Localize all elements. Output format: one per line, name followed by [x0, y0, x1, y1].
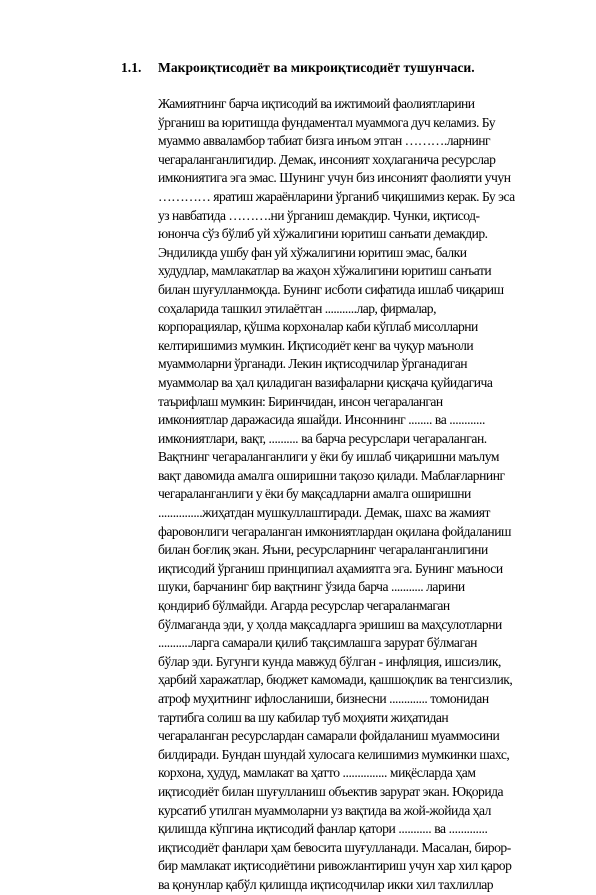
text-line: соҳаларида ташкил этилаётган ...........лар, фирмалар, — [158, 300, 436, 316]
text-line: қилишда кўпгина иқтисодий фанлар қатори ........... ва ............. — [158, 821, 488, 837]
section-title: Макроиқтисодиёт ва микроиқтисодиёт тушунчаси. — [158, 60, 475, 75]
text-line: курсатиб утилган муаммоларни уз вақтида ва жой-жойида ҳал — [158, 802, 491, 818]
body-paragraph — [158, 95, 558, 895]
text-line: ўрганиш ва юритишда фундаментал муаммога дуч келамиз. Бу — [158, 114, 496, 130]
text-line: иқтисодиёт билан шуғулланиш объектив зарурат экан. Юқорида — [158, 783, 504, 799]
text-line: тартибга солиш ва шу кабилар туб моҳияти жиҳатидан — [158, 709, 449, 725]
text-line: корхона, ҳудуд, мамлакат ва ҳатто ............... миқёсларда ҳам — [158, 765, 476, 781]
text-line: таърифлаш мумкин: Биринчидан, инсон чегараланган — [158, 393, 443, 409]
text-line: бўлмаганда эди, у ҳолда мақсадларга эришиш ва маҳсулотларни — [158, 616, 502, 632]
text-line: худудлар, мамлакатлар ва жаҳон хўжалигини юритиш санъати — [158, 263, 492, 279]
text-line: Вақтнинг чегараланганлиги у ёки бу ишлаб чиқаришни маълум — [158, 449, 499, 465]
text-line: бўлар эди. Бугунги кунда мавжуд бўлган - инфляция, ишсизлик, — [158, 653, 501, 669]
text-line: чегараланган ресурслардан самарали фойдаланиш муаммосини — [158, 728, 500, 744]
text-line: имкониятлари, вақт, .......... ва барча ресурслари чегараланган. — [158, 430, 487, 446]
text-line: ………… яратиш жараёнларини ўрганиб чиқишимиз керак. Бу эса — [158, 188, 515, 204]
text-line: корпорациялар, қўшма корхоналар каби кўплаб мисолларни — [158, 319, 478, 335]
text-line: муаммолар ва ҳал қиладиган вазифаларни қисқача қуйидагича — [158, 374, 493, 390]
text-line: имкониятлар даражасида яшайди. Инсоннинг ........ ва ............ — [158, 412, 485, 428]
text-line: билдиради. Бундан шундай хулосага келишимиз мумкинки шахс, — [158, 746, 510, 762]
section-number: 1.1. — [121, 60, 142, 75]
text-line: муаммо авваламбор табиат бизга инъом этган ……….ларнинг — [158, 133, 491, 149]
text-line: иқтисодий ўрганиш принципиал аҳамиятга эга. Бунинг маъноси — [158, 560, 503, 576]
text-line: билан боғлиқ экан. Яъни, ресурсларнинг чегараланганлигини — [158, 542, 488, 558]
text-line: иқтисодиёт фанлари ҳам бевосита шуғулланади. Масалан, бирор- — [158, 839, 511, 855]
section-heading — [121, 60, 541, 76]
text-line: атроф муҳитнинг ифлосланиши, бизнесни ............. томонидан — [158, 691, 489, 706]
text-line: ...........ларга самарали қилиб тақсимлашга зарурат бўлмаган — [158, 635, 477, 651]
text-line: фаровонлиги чегараланган имкониятлардан оқилана фойдаланиш — [158, 523, 511, 539]
text-line: ҳарбий харажатлар, бюджет камомади, қашшоқлик ва тенгсизлик, — [158, 672, 513, 688]
text-line: Эндиликда ушбу фан уй хўжалигини юритиш эмас, балки — [158, 244, 467, 260]
text-line: қондириб бўлмайди. Агарда ресурслар чегараланмаган — [158, 598, 450, 614]
text-line: шуки, барчанинг бир вақтнинг ўзида барча ........... ларини — [158, 579, 465, 595]
text-line: ва қонунлар қабўл қилишда иқтисодчилар икки хил тахлиллар — [158, 876, 494, 892]
text-line: уз навбатида ……….ни ўрганиш демакдир. Чунки, иқтисод- — [158, 207, 480, 223]
text-line: чегараланганлиги у ёки бу мақсадларни амалга оширишни — [158, 486, 471, 502]
text-line: юнонча сўз бўлиб уй хўжалигини юритиш санъати демакдир. — [158, 226, 488, 242]
text-line: муаммоларни ўрганади. Лекин иқтисодчилар ўрганадиган — [158, 356, 468, 372]
text-line: вақт давомида амалга оширишни тақозо қилади. Маблағларнинг — [158, 467, 505, 483]
text-line: бир мамлакат иқтисодиётини ривожлантириш учун хар хил қарор — [158, 858, 512, 874]
text-line: ...............жиҳатдан мушкуллаштиради. Демак, шахс ва жамият — [158, 505, 491, 521]
text-line: чегараланганлигидир. Демак, инсоният хоҳлаганича ресурслар — [158, 151, 496, 167]
text-line: Жамиятнинг барча иқтисодий ва ижтимоий фаолиятларини — [158, 96, 475, 111]
text-line: билан шуғулланмоқда. Бунинг исботи сифатида ишлаб чиқариш — [158, 281, 504, 297]
text-line: имкониятига эга эмас. Шунинг учун биз инсоният фаолияти учун — [158, 170, 511, 186]
text-line: келтиришимиз мумкин. Иқтисодиёт кенг ва чуқур маъноли — [158, 337, 474, 353]
